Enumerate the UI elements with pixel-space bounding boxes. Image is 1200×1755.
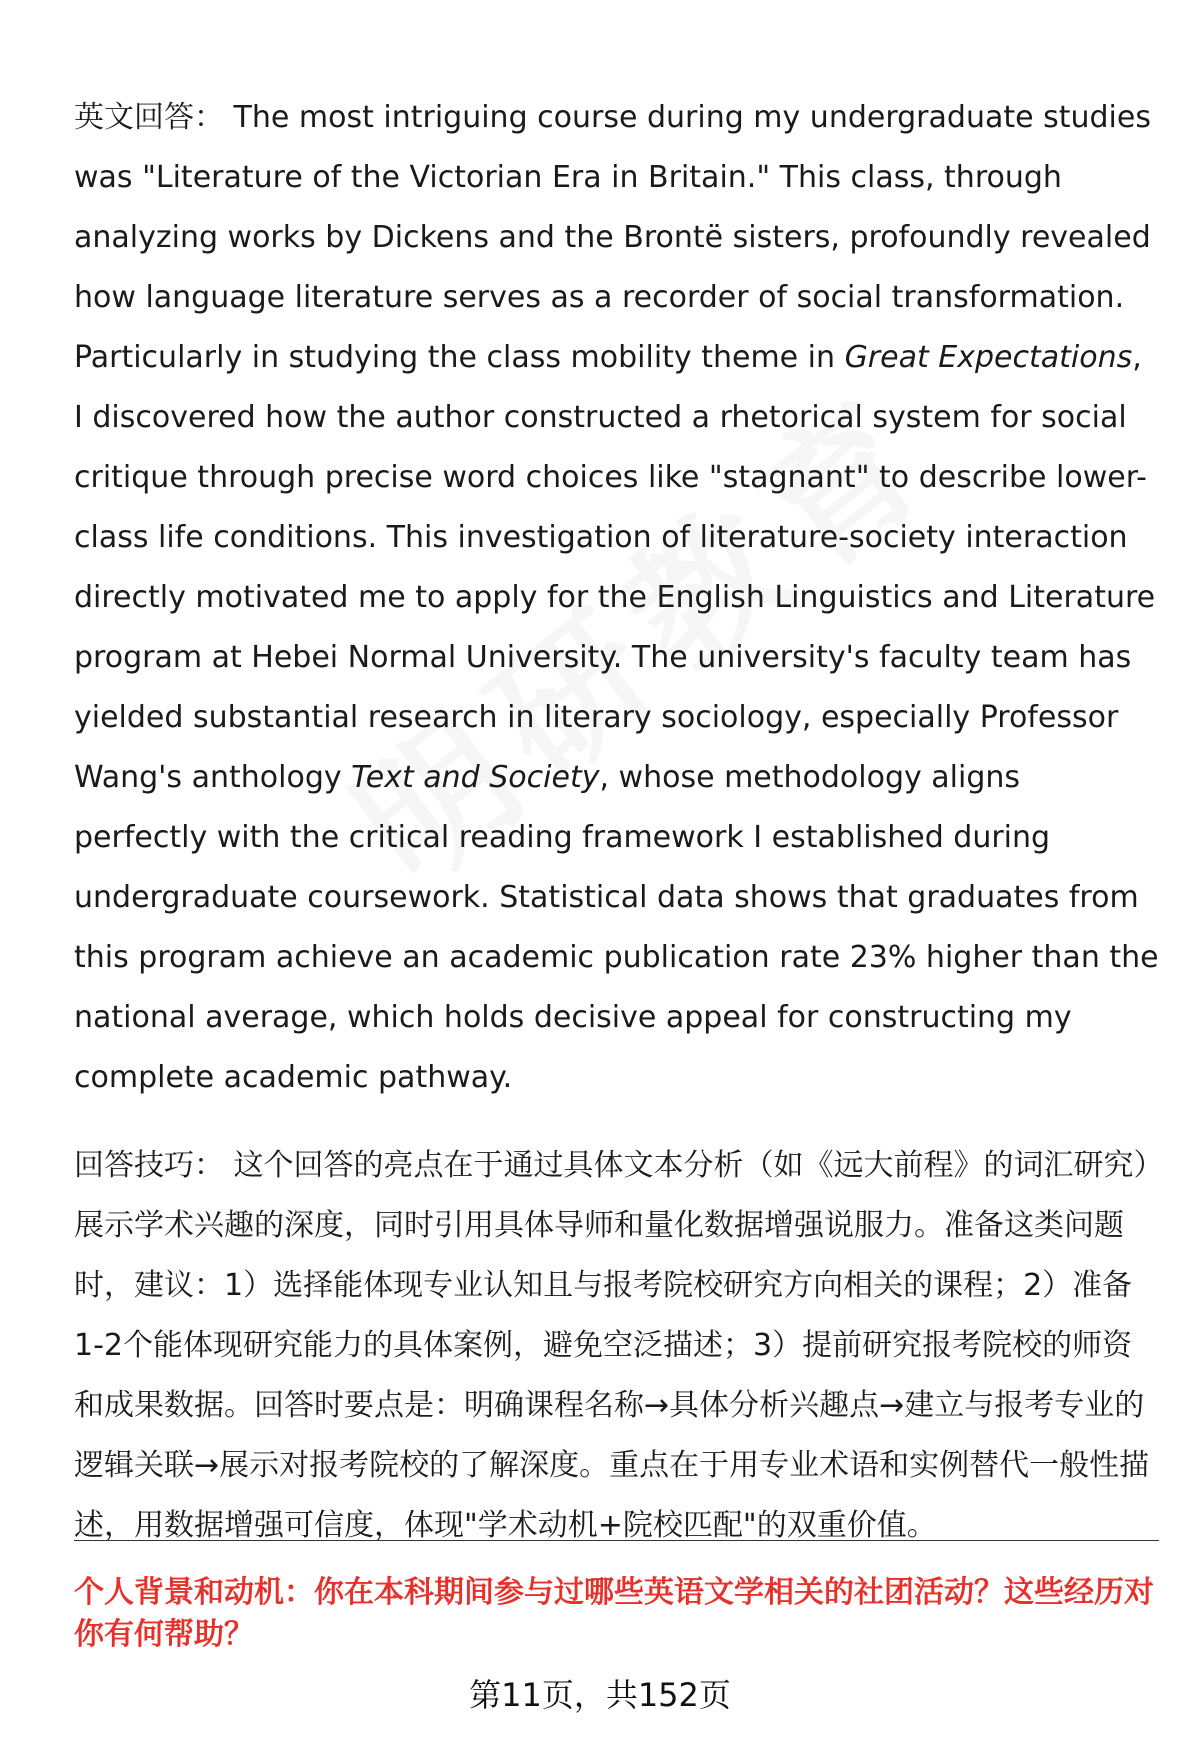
answer-text-part3: , whose methodology aligns perfectly with the critical reading framework I established during undergraduate coursework. Statistical data shows that graduates from this program achieve an academic publication rate 23% higher than the national average, which holds decisive appeal for constructing my complete academic pathway. [74, 760, 1159, 1095]
answer-italic-title-2: Text and Society [351, 760, 600, 795]
tips-text: 这个回答的亮点在于通过具体文本分析（如《远大前程》的词汇研究）展示学术兴趣的深度，同时引用具体导师和量化数据增强说服力。准备这类问题时，建议：1）选择能体现专业认知且与报考院校研究方向相关的课程；2）准备1-2个能体现研究能力的具体案例，避免空泛描述；3）提前研究报考院校的师资和成果数据。回答时要点是：明确课程名称→具体分析兴趣点→建立与报考专业的逻辑关联→展示对报考院校的了解深度。重点在于用专业术语和实例替代一般性描述，用数据增强可信度，体现"学术动机+院校匹配"的双重价值。 [74, 1148, 1150, 1543]
tips-label: 回答技巧： [74, 1148, 224, 1183]
page-number-footer: 第11页，共152页 [469, 1676, 731, 1714]
answer-text-part1: The most intriguing course during my undergraduate studies was "Literature of the Victorian Era in Britain." This class, through analyzing works by Dickens and the Brontë sisters, profoundly revealed how language literature serves as a recorder of social transformation. Particularly in studying the class mobility theme in [74, 100, 1151, 375]
english-answer-paragraph [74, 88, 1159, 1108]
answer-italic-title-1: Great Expectations [844, 340, 1133, 375]
next-question-heading: 个人背景和动机：你在本科期间参与过哪些英语文学相关的社团活动？这些经历对你有何帮助？ [74, 1575, 1154, 1652]
answer-text-part2: , I discovered how the author constructed a rhetorical system for social critique through precise word choices like "stagnant" to describe lower-class life conditions. This investigation of literature-society interaction directly motivated me to apply for the English Linguistics and Literature program at Hebei Normal University. The university's faculty team has yielded substantial research in literary sociology, especially Professor Wang's anthology [74, 340, 1156, 795]
answer-label: 英文回答： [74, 100, 224, 135]
document-body [74, 88, 1159, 1556]
answer-tips-paragraph [74, 1136, 1159, 1556]
section-divider [74, 1540, 1159, 1541]
